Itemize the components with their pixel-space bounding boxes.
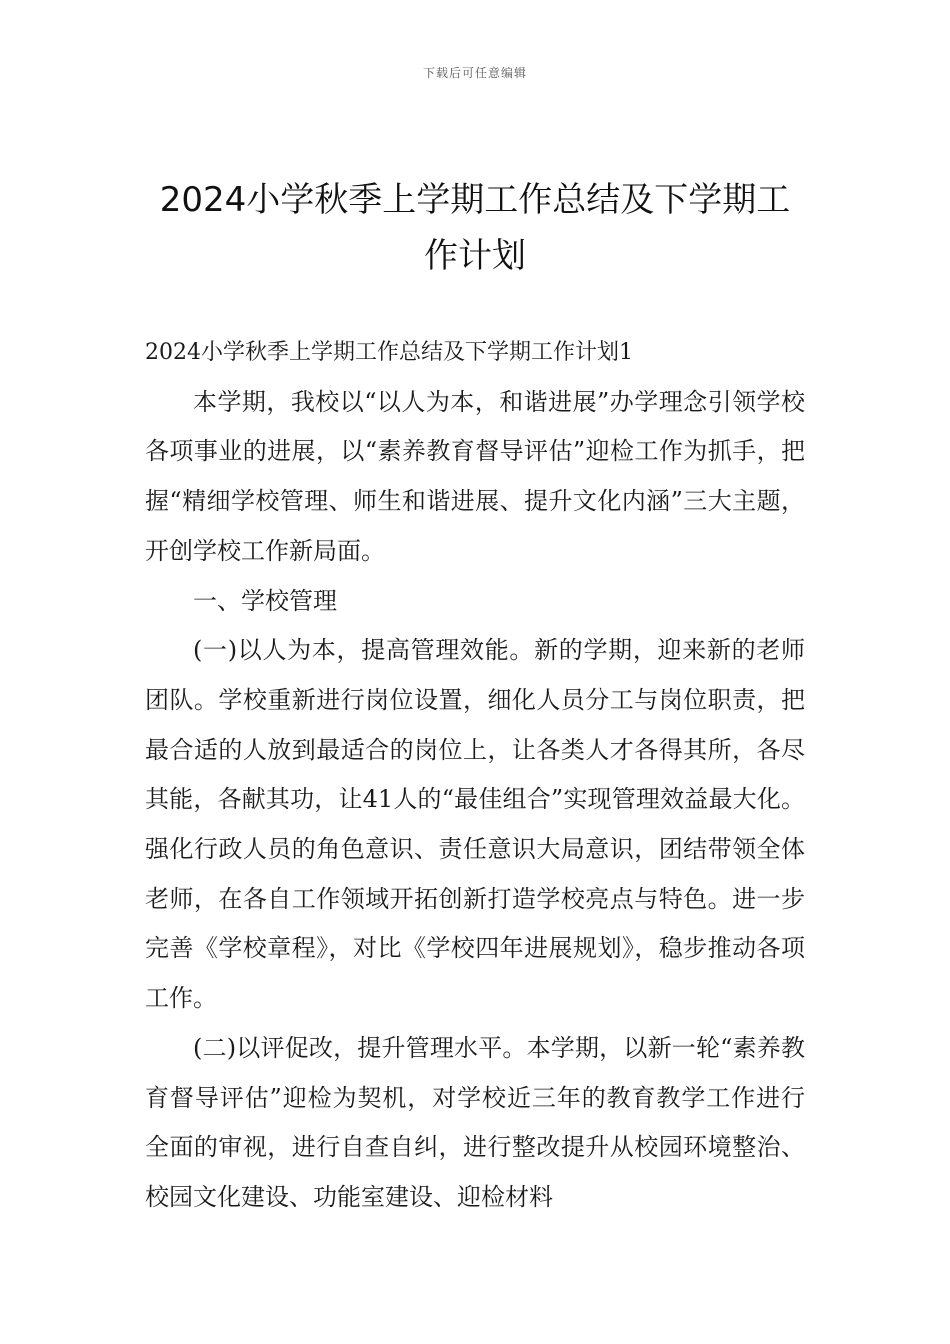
header-note: 下载后可任意编辑 xyxy=(422,66,527,80)
section-heading-school-management: 一、学校管理 xyxy=(193,586,337,615)
document-title: 2024小学秋季上学期工作总结及下学期工作计划 xyxy=(159,180,791,276)
body-paragraph: (一)以人为本，提高管理效能。新的学期，迎来新的老师团队。学校重新进行岗位设置，细化人员分工与岗位职责，把最合适的人放到最适合的岗位上，让各类人才各得其所，各尽其能，各献其功，让41人的“最佳组合”实现管理效益最大化。强化行政人员的角色意识、责任意识大局意识，团结带领全体老师，在各自工作领域开拓创新打造学校亮点与特色。进一步完善《学校章程》，对比《学校四年进展规划》，稳步推动各项工作。 xyxy=(145,636,805,1013)
body-paragraph: 本学期，我校以“以人为本，和谐进展”办学理念引领学校各项事业的进展，以“素养教育督导评估”迎检工作为抓手，把握“精细学校管理、师生和谐进展、提升文化内涵”三大主题，开创学校工作新局面。 xyxy=(145,387,805,565)
body-paragraph: (二)以评促改，提升管理水平。本学期，以新一轮“素养教育督导评估”迎检为契机，对学校近三年的教育教学工作进行全面的审视，进行自查自纠，进行整改提升从校园环境整治、校园文化建设、功能室建设、迎检材料 xyxy=(145,1033,805,1211)
document-body xyxy=(145,328,805,1223)
section-heading: 2024小学秋季上学期工作总结及下学期工作计划1 xyxy=(145,340,633,365)
